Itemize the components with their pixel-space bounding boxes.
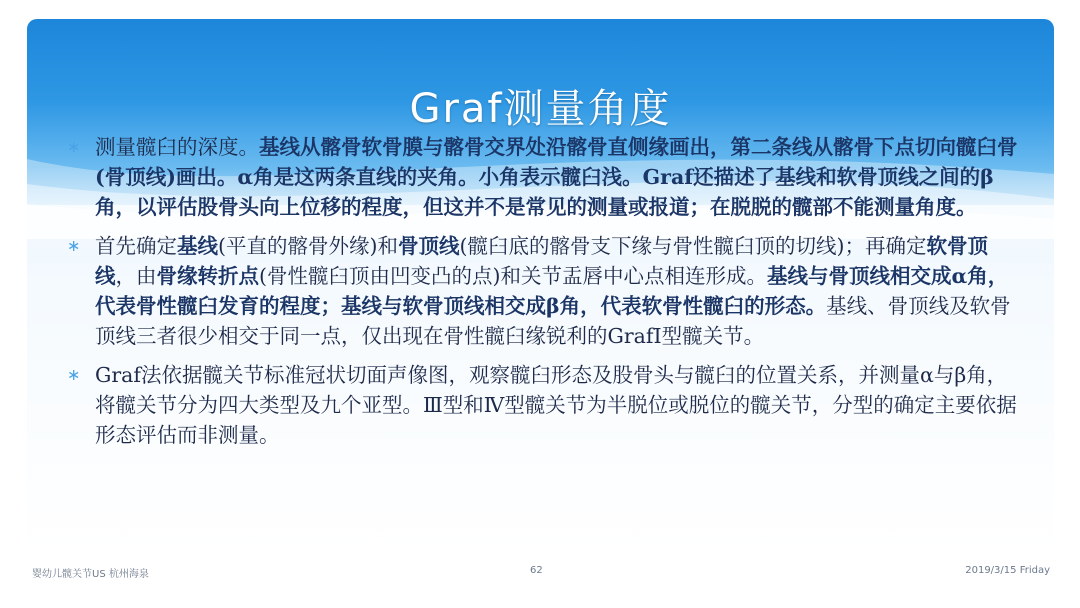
bullet-item-3: [27, 360, 1025, 450]
bullet-text-bold: 基线与骨顶线相交成α角，代表骨性髋臼发育的程度；基线与软骨顶线相交成β角，代表软骨性髋臼的形态。: [95, 264, 1009, 318]
bullet-text: 首先确定: [95, 234, 177, 258]
bullet-text: 测量髋臼的深度。: [95, 135, 259, 159]
asterisk-bullet-icon: ∗: [67, 365, 81, 384]
footer-date: 2019/3/15 Friday: [965, 565, 1050, 576]
footer-left-text: 婴幼儿髋关节US 杭州海泉: [32, 569, 149, 580]
bullet-text-bold: 基线: [177, 234, 218, 258]
bullet-text-bold: 骨缘转折点: [156, 264, 259, 288]
bullet-text: (骨性髋臼顶由凹变凸的点)和关节盂唇中心点相连形成。: [259, 264, 767, 288]
bullet-text: 基线、骨顶线及软骨顶线三者很少相交于同一点，仅出现在骨性髋臼缘锐利的GrafⅠ型髋关节。: [95, 294, 1011, 348]
asterisk-bullet-icon: ∗: [67, 137, 81, 156]
bullet-item-1: [27, 132, 1025, 222]
slide-title: Graf测量角度: [409, 86, 672, 132]
bullet-text-bold: 骨顶线: [398, 234, 460, 258]
bullet-text: ，由: [115, 264, 157, 288]
asterisk-bullet-icon: ∗: [67, 236, 81, 255]
page-number: 62: [530, 565, 543, 576]
bullet-item-2: [27, 231, 1025, 351]
bullet-text-bold: 软骨顶线: [95, 234, 988, 288]
bullet-text-bold: 基线从髂骨软骨膜与髂骨交界处沿髂骨直侧缘画出，第二条线从髂骨下点切向髋臼骨(骨顶线)画出。α角是这两条直线的夹角。小角表示髋臼浅。Graf还描述了基线和软骨顶线之间的β角，以评估股骨头向上位移的程度，但这并不是常见的测量或报道；在脱脱的髋部不能测量角度。: [95, 135, 1018, 219]
slide-content: [27, 132, 1027, 459]
bullet-text: (髋臼底的髂骨支下缘与骨性髋臼顶的切线)；再确定: [459, 234, 927, 258]
bullet-text: Graf法依据髋关节标准冠状切面声像图，观察髋臼形态及股骨头与髋臼的位置关系，并测量α与β角，将髋关节分为四大类型及九个亚型。Ⅲ型和Ⅳ型髋关节为半脱位或脱位的髋关节，分型的确定主要依据形态评估而非测量。: [95, 363, 1017, 447]
bullet-text: (平直的髂骨外缘)和: [218, 234, 398, 258]
